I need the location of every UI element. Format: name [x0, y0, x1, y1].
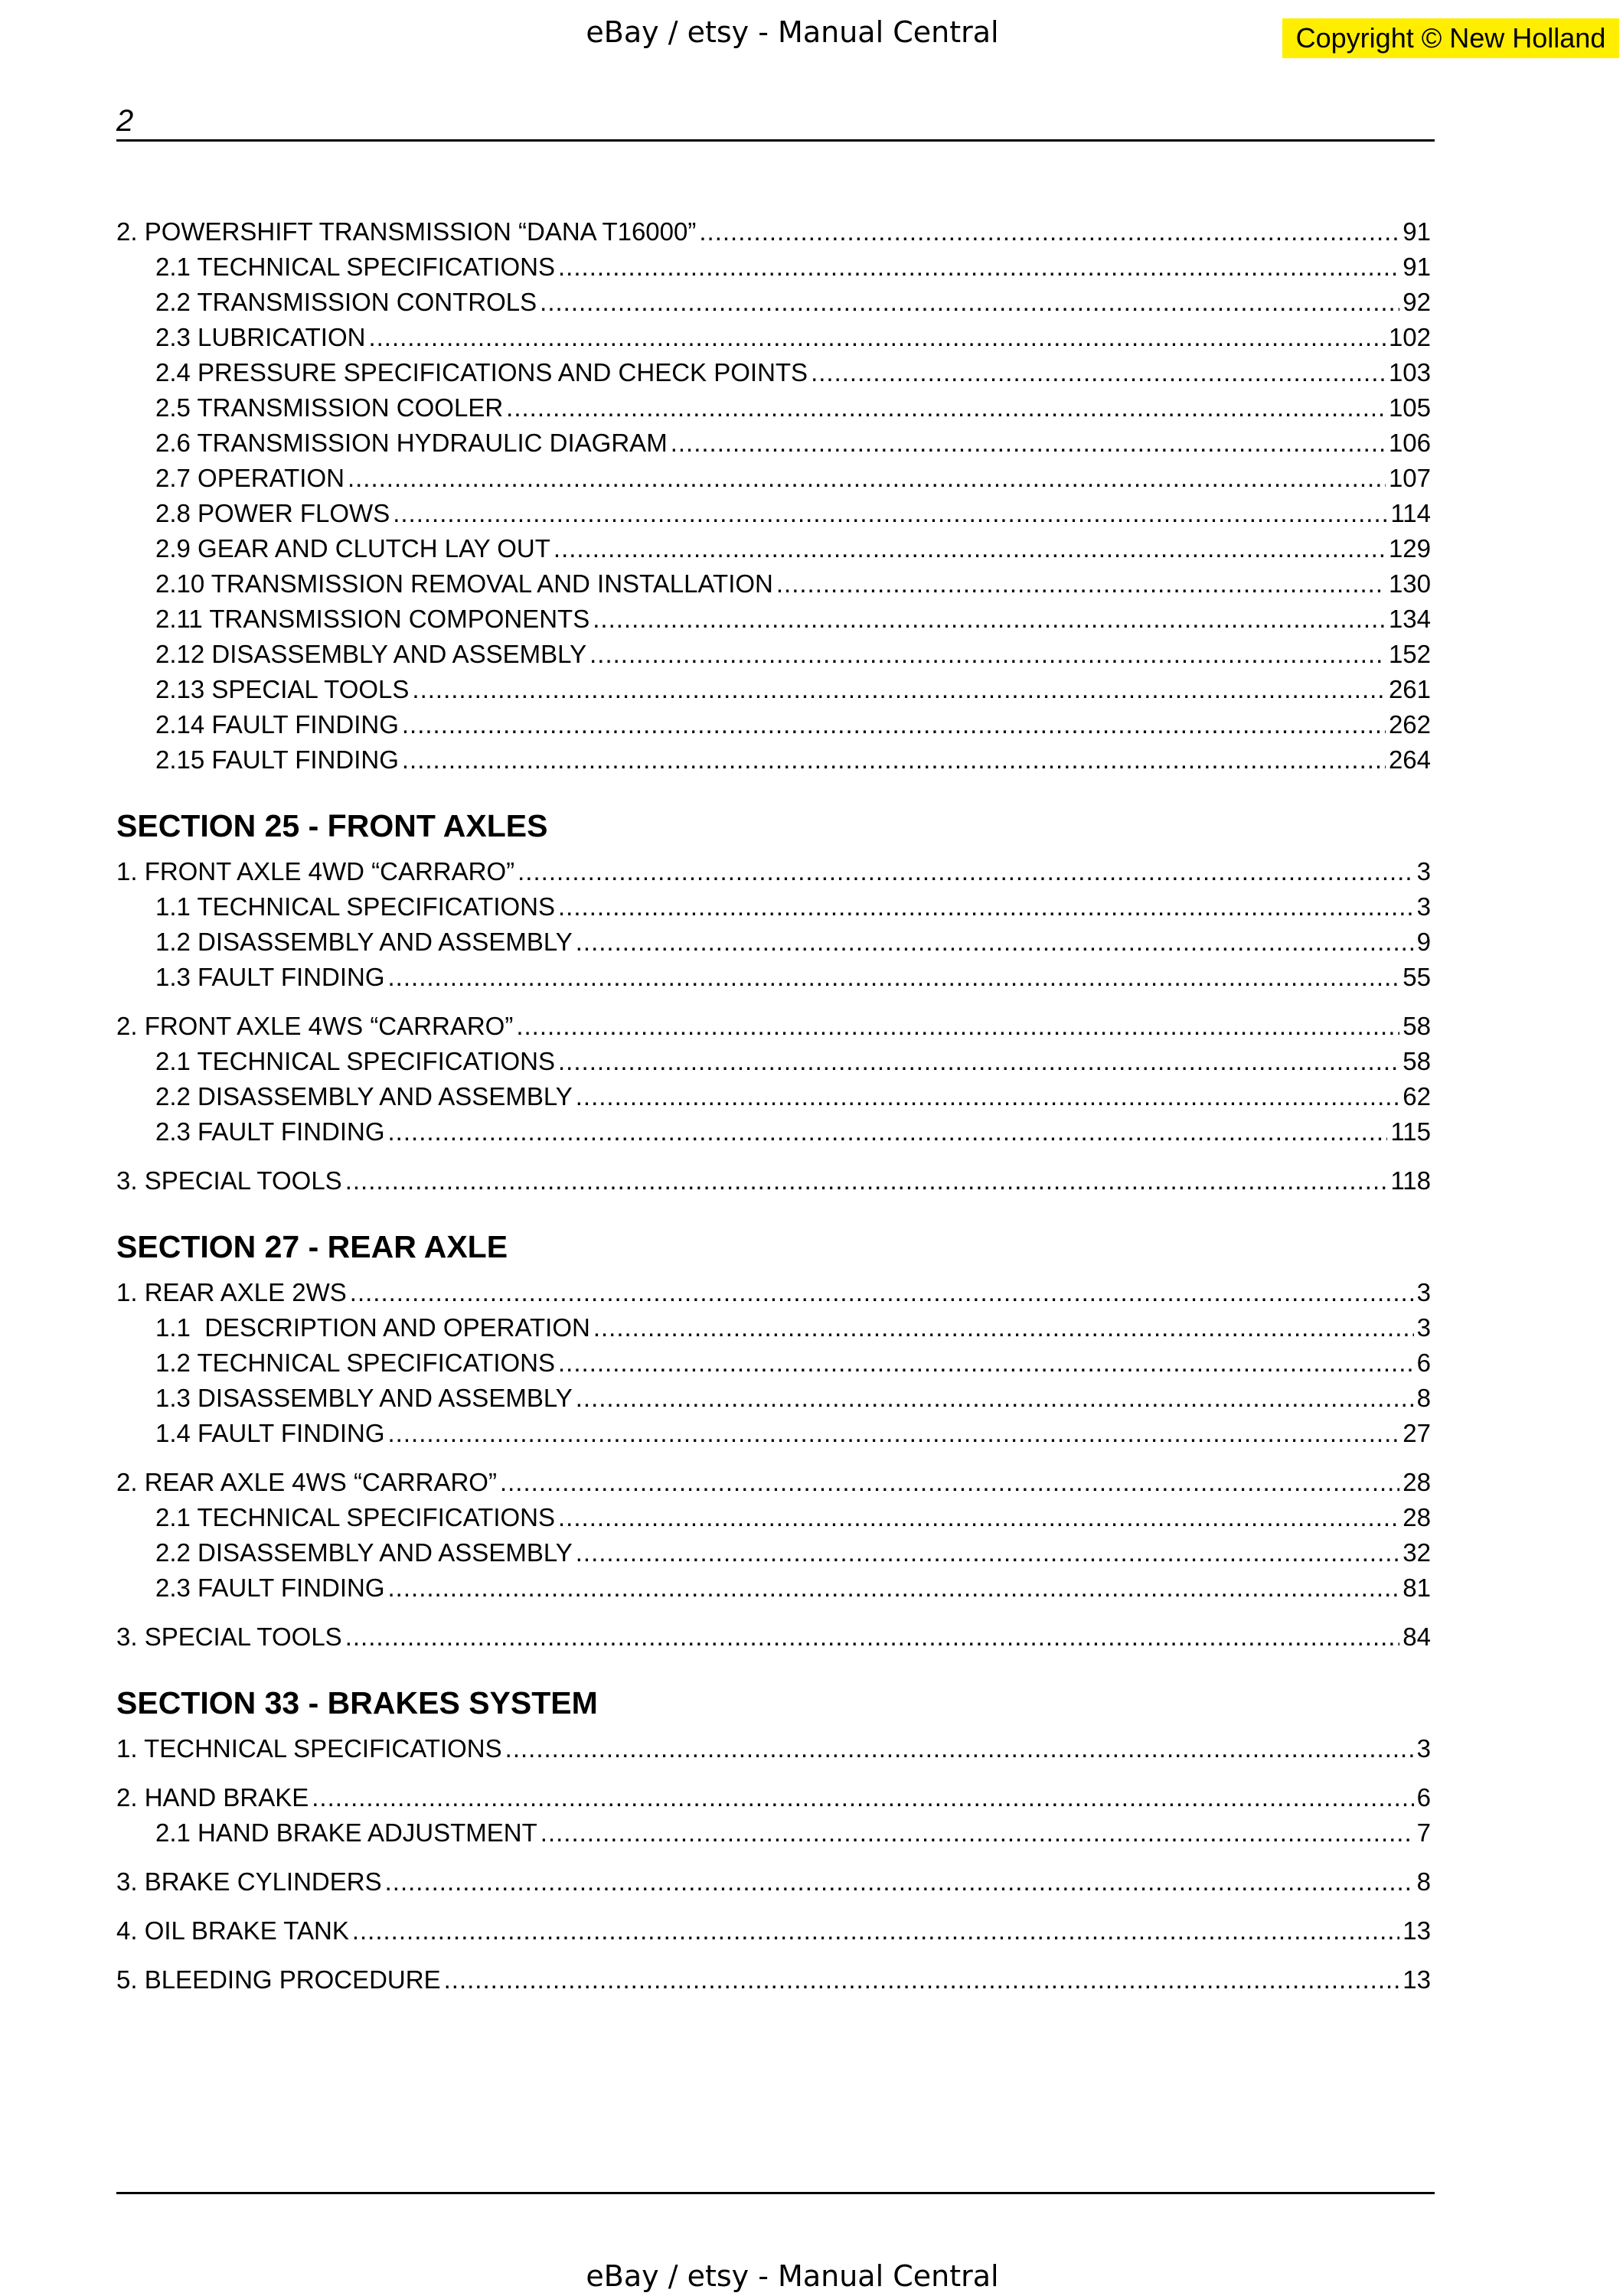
toc-leader-dots — [589, 637, 1386, 672]
toc-entry-page: 84 — [1399, 1619, 1431, 1655]
toc-entry[interactable] — [116, 214, 1431, 249]
toc-entry[interactable] — [116, 1962, 1431, 1998]
header-watermark-text: eBay / etsy - Manual Central — [586, 15, 999, 49]
toc-entry-page: 3 — [1414, 1731, 1431, 1766]
toc-entry[interactable] — [116, 602, 1431, 637]
section-heading: SECTION 33 - BRAKES SYSTEM — [116, 1685, 598, 1720]
toc-leader-dots — [505, 1731, 1414, 1766]
toc-entry-label: 2.14 FAULT FINDING — [155, 707, 402, 742]
toc-entry-page: 107 — [1386, 461, 1431, 496]
toc-entry[interactable] — [116, 854, 1431, 889]
toc-leader-dots — [352, 1913, 1399, 1949]
toc-entry-label: 2.15 FAULT FINDING — [155, 742, 402, 778]
toc-entry[interactable] — [116, 1044, 1431, 1079]
toc-entry-page: 81 — [1399, 1570, 1431, 1606]
toc-entry[interactable] — [116, 1535, 1431, 1570]
toc-leader-dots — [516, 1009, 1399, 1044]
toc-leader-dots — [388, 960, 1400, 995]
toc-entry-page: 114 — [1387, 496, 1431, 531]
toc-leader-dots — [402, 742, 1386, 778]
table-of-contents — [116, 214, 1431, 1998]
toc-entry[interactable] — [116, 320, 1431, 355]
toc-entry-label: 1.4 FAULT FINDING — [155, 1416, 388, 1451]
toc-entry-page: 134 — [1386, 602, 1431, 637]
toc-entry[interactable] — [116, 461, 1431, 496]
toc-entry-page: 105 — [1386, 390, 1431, 426]
toc-leader-dots — [540, 1815, 1414, 1851]
toc-entry[interactable] — [116, 672, 1431, 707]
toc-entry[interactable] — [116, 1163, 1431, 1199]
toc-leader-dots — [348, 461, 1386, 496]
toc-entry-page: 27 — [1399, 1416, 1431, 1451]
toc-entry[interactable] — [116, 249, 1431, 285]
toc-leader-dots — [388, 1416, 1400, 1451]
toc-entry-page: 3 — [1414, 1275, 1431, 1310]
toc-entry-page: 58 — [1399, 1044, 1431, 1079]
toc-entry-label: 2.1 HAND BRAKE ADJUSTMENT — [155, 1815, 540, 1851]
toc-entry-label: 3. BRAKE CYLINDERS — [116, 1864, 385, 1900]
toc-entry-label: 1.2 TECHNICAL SPECIFICATIONS — [155, 1345, 558, 1381]
toc-entry[interactable] — [116, 566, 1431, 602]
toc-entry-page: 106 — [1386, 426, 1431, 461]
toc-leader-dots — [811, 355, 1386, 390]
toc-entry-page: 58 — [1399, 1009, 1431, 1044]
copyright-badge: Copyright © New Holland — [1282, 18, 1619, 58]
toc-entry-label: 2.1 TECHNICAL SPECIFICATIONS — [155, 1500, 558, 1535]
toc-entry[interactable] — [116, 707, 1431, 742]
toc-leader-dots — [576, 1381, 1414, 1416]
toc-entry-label: 2.3 FAULT FINDING — [155, 1114, 388, 1150]
toc-entry[interactable] — [116, 1619, 1431, 1655]
toc-entry-label: 4. OIL BRAKE TANK — [116, 1913, 352, 1949]
toc-entry[interactable] — [116, 1731, 1431, 1766]
toc-entry-page: 3 — [1414, 889, 1431, 925]
toc-entry-page: 8 — [1414, 1864, 1431, 1900]
toc-entry-page: 9 — [1414, 925, 1431, 960]
toc-entry[interactable] — [116, 1570, 1431, 1606]
toc-entry-label: 2. HAND BRAKE — [116, 1780, 312, 1815]
toc-entry-page: 264 — [1386, 742, 1431, 778]
toc-entry[interactable] — [116, 1780, 1431, 1815]
toc-entry[interactable] — [116, 1310, 1431, 1345]
toc-entry-label: 1.2 DISASSEMBLY AND ASSEMBLY — [155, 925, 576, 960]
toc-entry-page: 55 — [1399, 960, 1431, 995]
toc-leader-dots — [671, 426, 1386, 461]
toc-leader-dots — [776, 566, 1386, 602]
toc-leader-dots — [576, 925, 1414, 960]
toc-entry[interactable] — [116, 1079, 1431, 1114]
toc-entry-page: 118 — [1387, 1163, 1431, 1199]
toc-entry-page: 13 — [1399, 1962, 1431, 1998]
toc-entry[interactable] — [116, 1864, 1431, 1900]
section-heading: SECTION 27 - REAR AXLE — [116, 1229, 508, 1264]
toc-entry-page: 102 — [1386, 320, 1431, 355]
toc-entry-label: 2. FRONT AXLE 4WS “CARRARO” — [116, 1009, 516, 1044]
toc-entry-page: 262 — [1386, 707, 1431, 742]
toc-entry-label: 2.3 LUBRICATION — [155, 320, 368, 355]
toc-leader-dots — [388, 1114, 1388, 1150]
toc-entry-page: 91 — [1399, 214, 1431, 249]
toc-leader-dots — [558, 1345, 1414, 1381]
toc-leader-dots — [402, 707, 1386, 742]
toc-leader-dots — [554, 531, 1386, 566]
toc-leader-dots — [576, 1079, 1400, 1114]
toc-entry[interactable] — [116, 1465, 1431, 1500]
toc-leader-dots — [368, 320, 1385, 355]
toc-leader-dots — [506, 390, 1386, 426]
toc-entry-page: 8 — [1414, 1381, 1431, 1416]
toc-entry-label: 3. SPECIAL TOOLS — [116, 1163, 345, 1199]
toc-entry-label: 2.13 SPECIAL TOOLS — [155, 672, 412, 707]
toc-leader-dots — [593, 602, 1386, 637]
toc-entry[interactable] — [116, 426, 1431, 461]
toc-leader-dots — [350, 1275, 1414, 1310]
toc-entry[interactable] — [116, 1345, 1431, 1381]
toc-entry-label: 2.10 TRANSMISSION REMOVAL AND INSTALLATION — [155, 566, 776, 602]
toc-entry-label: 2. POWERSHIFT TRANSMISSION “DANA T16000” — [116, 214, 699, 249]
toc-entry-page: 3 — [1414, 1310, 1431, 1345]
toc-leader-dots — [500, 1465, 1399, 1500]
toc-entry-label: 2.2 TRANSMISSION CONTROLS — [155, 285, 540, 320]
toc-entry[interactable] — [116, 1416, 1431, 1451]
toc-entry-label: 2.4 PRESSURE SPECIFICATIONS AND CHECK POINTS — [155, 355, 811, 390]
toc-entry-label: 2.8 POWER FLOWS — [155, 496, 393, 531]
toc-entry-label: 2.12 DISASSEMBLY AND ASSEMBLY — [155, 637, 589, 672]
toc-leader-dots — [393, 496, 1387, 531]
toc-entry[interactable] — [116, 1381, 1431, 1416]
toc-leader-dots — [312, 1780, 1413, 1815]
toc-entry-label: 1. TECHNICAL SPECIFICATIONS — [116, 1731, 505, 1766]
toc-leader-dots — [558, 1044, 1399, 1079]
toc-entry-label: 2.2 DISASSEMBLY AND ASSEMBLY — [155, 1079, 576, 1114]
toc-entry-page: 62 — [1399, 1079, 1431, 1114]
toc-entry-page: 152 — [1386, 637, 1431, 672]
toc-leader-dots — [518, 854, 1414, 889]
toc-entry-page: 3 — [1414, 854, 1431, 889]
toc-entry-label: 2.5 TRANSMISSION COOLER — [155, 390, 506, 426]
toc-entry[interactable] — [116, 637, 1431, 672]
toc-entry[interactable] — [116, 496, 1431, 531]
toc-entry-label: 2. REAR AXLE 4WS “CARRARO” — [116, 1465, 500, 1500]
toc-entry-page: 129 — [1386, 531, 1431, 566]
toc-entry[interactable] — [116, 1500, 1431, 1535]
toc-entry-label: 5. BLEEDING PROCEDURE — [116, 1962, 444, 1998]
header-rule — [116, 139, 1435, 142]
toc-entry-page: 13 — [1399, 1913, 1431, 1949]
toc-entry-page: 92 — [1399, 285, 1431, 320]
toc-leader-dots — [345, 1619, 1400, 1655]
toc-leader-dots — [385, 1864, 1414, 1900]
toc-entry[interactable] — [116, 1815, 1431, 1851]
toc-leader-dots — [388, 1570, 1400, 1606]
toc-entry-page: 32 — [1399, 1535, 1431, 1570]
toc-entry-label: 2.6 TRANSMISSION HYDRAULIC DIAGRAM — [155, 426, 671, 461]
toc-entry-label: 2.1 TECHNICAL SPECIFICATIONS — [155, 1044, 558, 1079]
toc-entry-page: 6 — [1414, 1780, 1431, 1815]
toc-entry[interactable] — [116, 925, 1431, 960]
section-heading: SECTION 25 - FRONT AXLES — [116, 808, 548, 843]
toc-entry-page: 115 — [1387, 1114, 1431, 1150]
toc-leader-dots — [593, 1310, 1414, 1345]
toc-leader-dots — [558, 1500, 1399, 1535]
toc-entry-label: 1. REAR AXLE 2WS — [116, 1275, 350, 1310]
toc-entry-label: 2.1 TECHNICAL SPECIFICATIONS — [155, 249, 558, 285]
toc-entry-label: 1.3 DISASSEMBLY AND ASSEMBLY — [155, 1381, 576, 1416]
toc-entry-label: 1.3 FAULT FINDING — [155, 960, 388, 995]
toc-entry-page: 28 — [1399, 1465, 1431, 1500]
toc-leader-dots — [412, 672, 1386, 707]
toc-entry[interactable] — [116, 889, 1431, 925]
toc-entry-label: 2.11 TRANSMISSION COMPONENTS — [155, 602, 593, 637]
toc-leader-dots — [540, 285, 1399, 320]
toc-leader-dots — [576, 1535, 1400, 1570]
toc-entry-label: 1. FRONT AXLE 4WD “CARRARO” — [116, 854, 518, 889]
toc-entry[interactable] — [116, 355, 1431, 390]
toc-entry-page: 7 — [1414, 1815, 1431, 1851]
toc-entry[interactable] — [116, 1009, 1431, 1044]
toc-entry-label: 3. SPECIAL TOOLS — [116, 1619, 345, 1655]
toc-entry-label: 2.2 DISASSEMBLY AND ASSEMBLY — [155, 1535, 576, 1570]
footer-rule — [116, 2192, 1435, 2194]
toc-leader-dots — [444, 1962, 1400, 1998]
toc-leader-dots — [345, 1163, 1388, 1199]
toc-entry[interactable] — [116, 960, 1431, 995]
toc-entry[interactable] — [116, 1114, 1431, 1150]
toc-entry-label: 2.3 FAULT FINDING — [155, 1570, 388, 1606]
page-number: 2 — [116, 104, 134, 138]
toc-leader-dots — [558, 889, 1414, 925]
toc-entry-page: 91 — [1399, 249, 1431, 285]
toc-entry[interactable] — [116, 742, 1431, 778]
toc-entry[interactable] — [116, 1913, 1431, 1949]
toc-entry[interactable] — [116, 390, 1431, 426]
toc-entry-label: 2.9 GEAR AND CLUTCH LAY OUT — [155, 531, 554, 566]
toc-entry-label: 2.7 OPERATION — [155, 461, 348, 496]
toc-leader-dots — [558, 249, 1399, 285]
toc-entry-page: 28 — [1399, 1500, 1431, 1535]
toc-entry-page: 130 — [1386, 566, 1431, 602]
toc-entry-label: 1.1 TECHNICAL SPECIFICATIONS — [155, 889, 558, 925]
toc-entry[interactable] — [116, 285, 1431, 320]
toc-entry-page: 103 — [1386, 355, 1431, 390]
toc-entry-page: 261 — [1386, 672, 1431, 707]
footer-watermark-text: eBay / etsy - Manual Central — [586, 2259, 999, 2293]
toc-entry[interactable] — [116, 531, 1431, 566]
toc-leader-dots — [699, 214, 1399, 249]
toc-entry[interactable] — [116, 1275, 1431, 1310]
toc-entry-label: 1.1 DESCRIPTION AND OPERATION — [155, 1310, 593, 1345]
toc-entry-page: 6 — [1414, 1345, 1431, 1381]
